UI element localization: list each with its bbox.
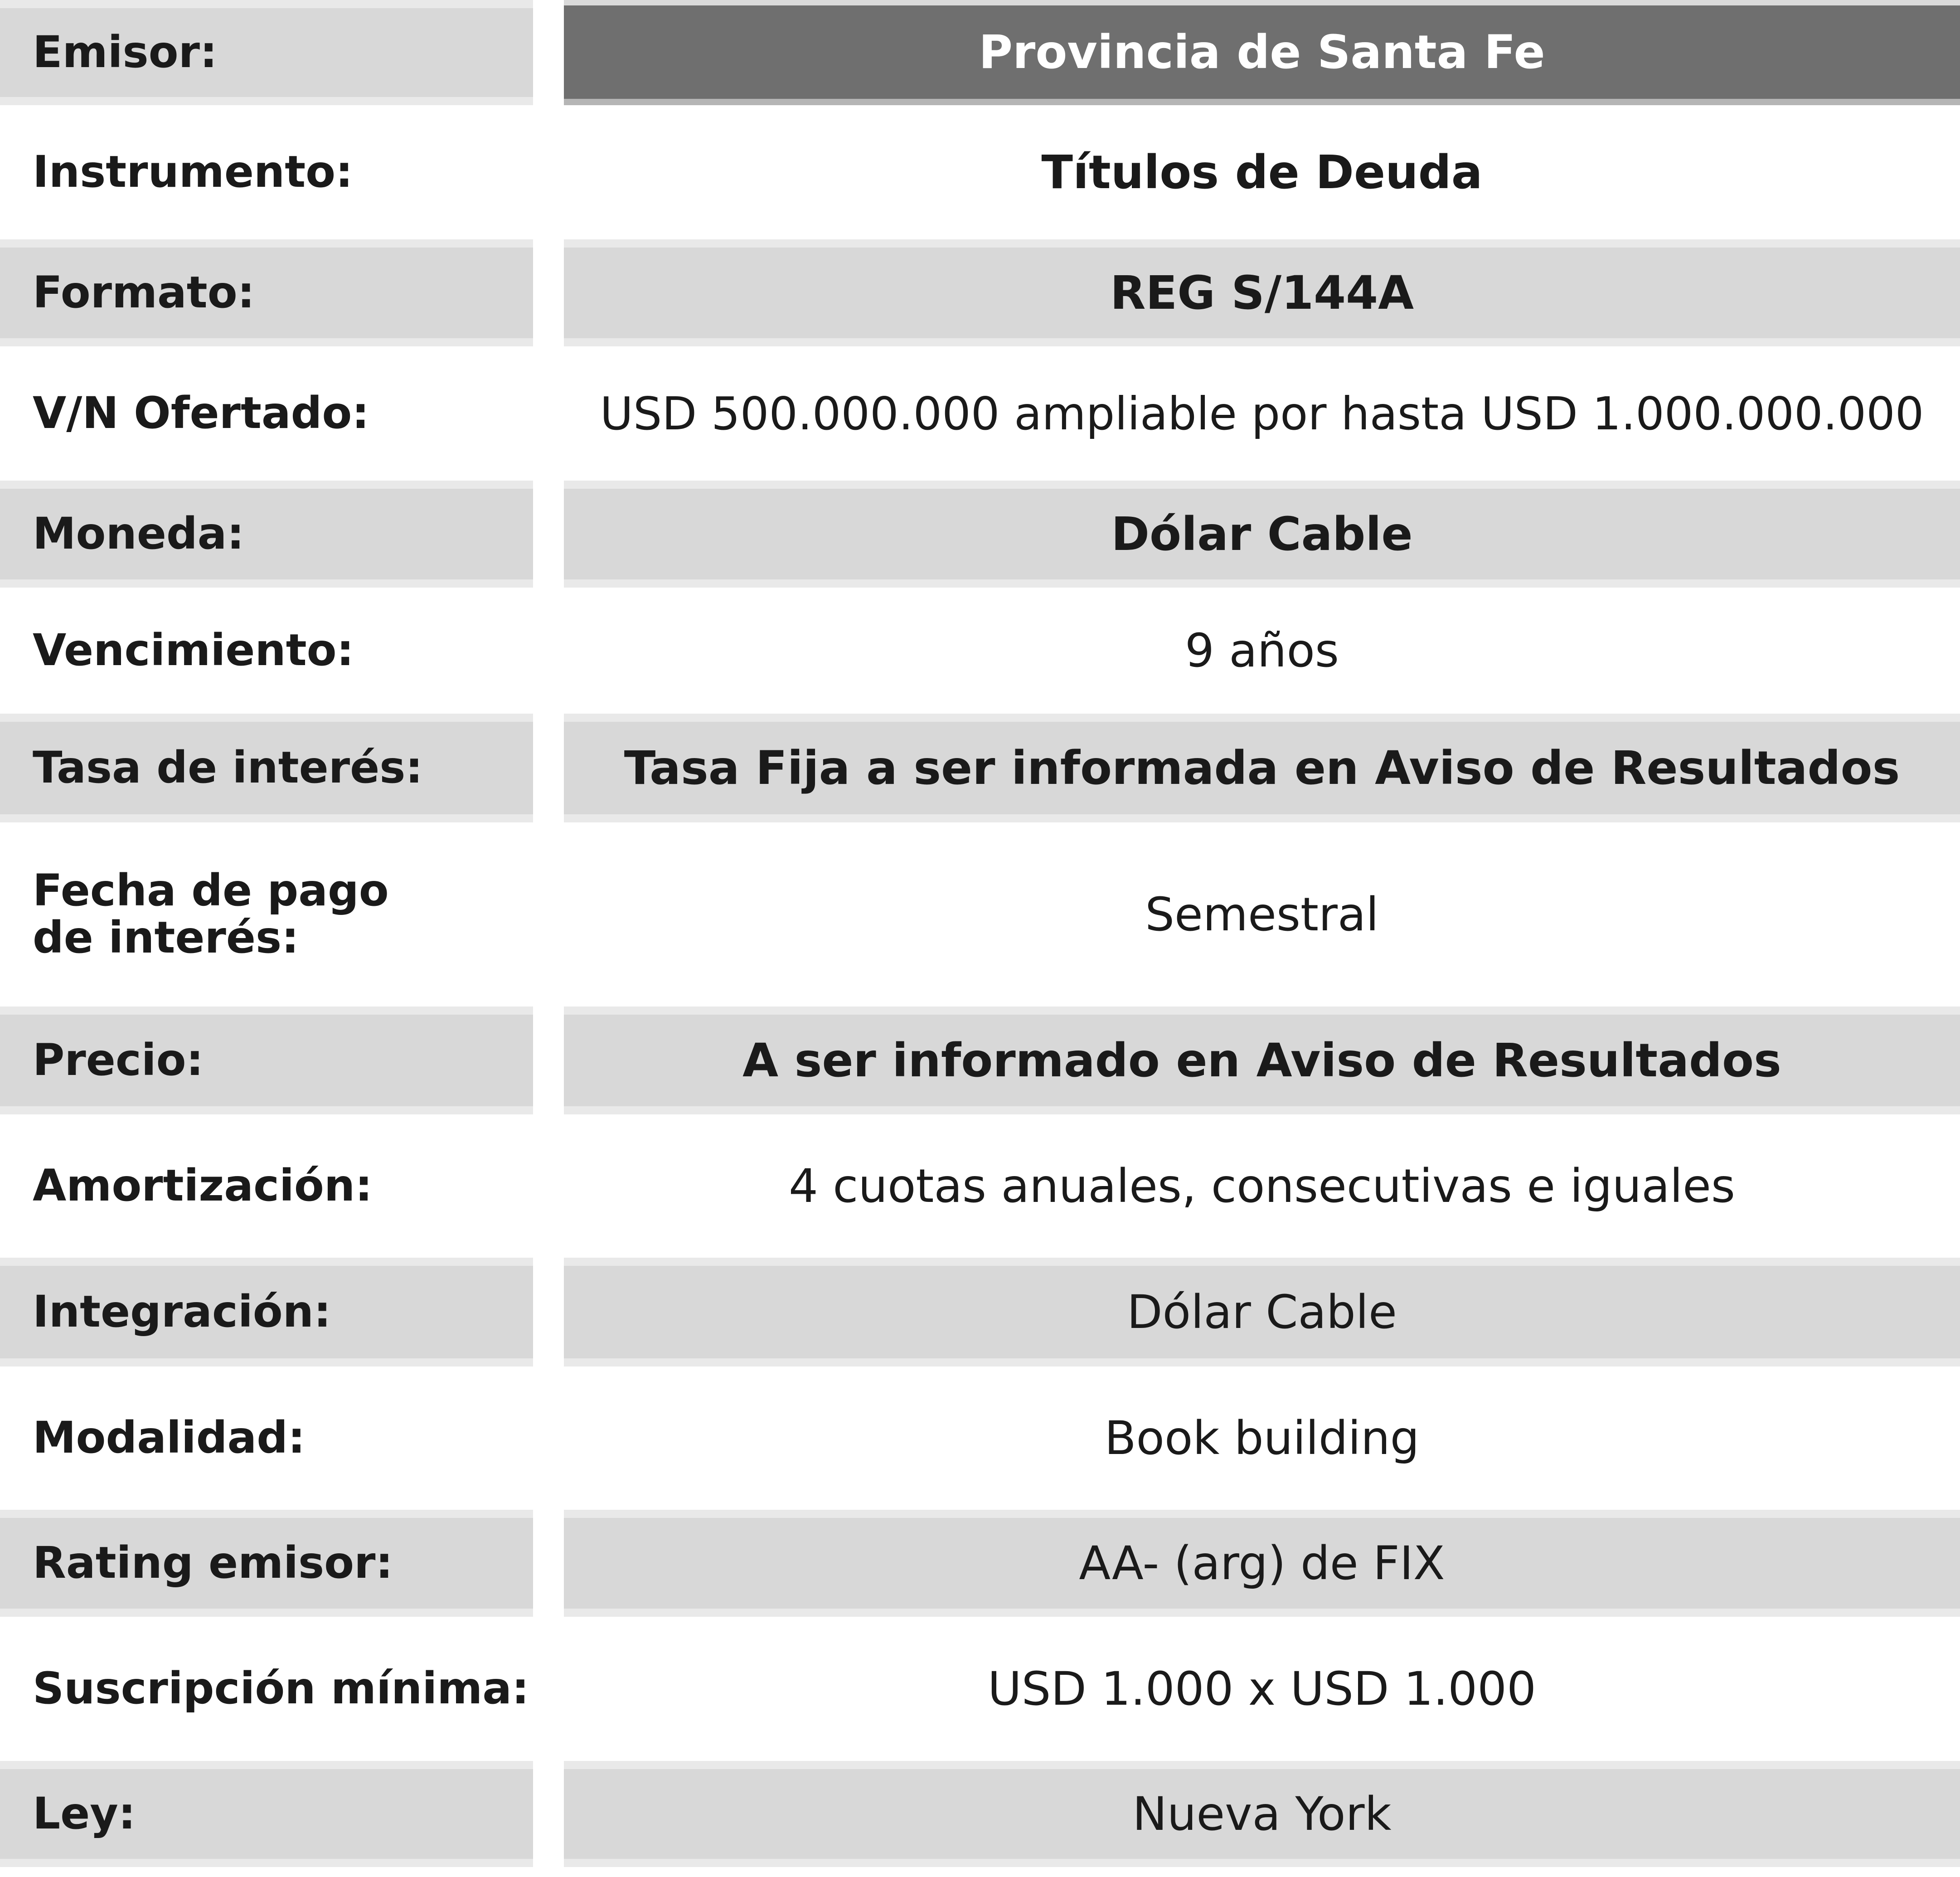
row-label: Tasa de interés: [0,714,533,822]
row-label: Moneda: [0,481,533,588]
row-value: Nueva York [564,1761,1960,1867]
table-row-formato [0,239,1960,346]
row-value: Book building [1104,1411,1420,1465]
row-label: Integración: [0,1258,533,1366]
row-value: Dólar Cable [564,481,1960,588]
row-value: REG S/144A [564,239,1960,346]
row-value: Tasa Fija a ser informada en Aviso de Resultados [564,714,1960,822]
table-row-instrumento [0,105,1960,239]
table-row-vencimiento [0,588,1960,714]
row-value: 9 años [1184,623,1339,678]
table-row-moneda [0,481,1960,588]
table-row-suscripcion [0,1617,1960,1761]
row-label: Instrumento: [33,146,353,198]
row-label: V/N Ofertado: [33,388,369,439]
row-label: Emisor: [0,0,533,105]
row-value: Títulos de Deuda [1041,145,1483,199]
table-row-modalidad [0,1366,1960,1510]
row-label-line-1: Fecha de pago [33,865,389,916]
issuer-header-value: Provincia de Santa Fe [564,0,1960,105]
row-value: USD 500.000.000 ampliable por hasta USD 1.000.000.000 [600,387,1924,440]
row-label: Rating emisor: [0,1510,533,1617]
row-label: Suscripción mínima: [33,1663,529,1714]
row-label: Modalidad: [33,1412,306,1464]
row-label [0,822,533,1007]
table-row-amortizacion [0,1114,1960,1258]
row-label: Vencimiento: [33,625,354,676]
row-value: AA- (arg) de FIX [564,1510,1960,1617]
table-row-integracion [0,1258,1960,1366]
row-label: Ley: [0,1761,533,1867]
table-row-ley [0,1761,1960,1867]
table-row-fecha-pago [0,822,1960,1007]
row-label: Precio: [0,1007,533,1114]
row-label-line-2: de interés: [33,912,299,963]
table-row-rating [0,1510,1960,1617]
table-row-precio [0,1007,1960,1114]
row-value: Dólar Cable [564,1258,1960,1366]
row-value: Semestral [1145,887,1379,942]
table-row-emisor [0,0,1960,105]
row-value: A ser informado en Aviso de Resultados [564,1007,1960,1114]
row-value: 4 cuotas anuales, consecutivas e iguales [788,1159,1736,1213]
row-label: Formato: [0,239,533,346]
row-label: Amortización: [33,1160,373,1211]
table-row-tasa-interes [0,714,1960,822]
row-value: USD 1.000 x USD 1.000 [988,1662,1536,1716]
table-row-vn-ofertado [0,346,1960,481]
